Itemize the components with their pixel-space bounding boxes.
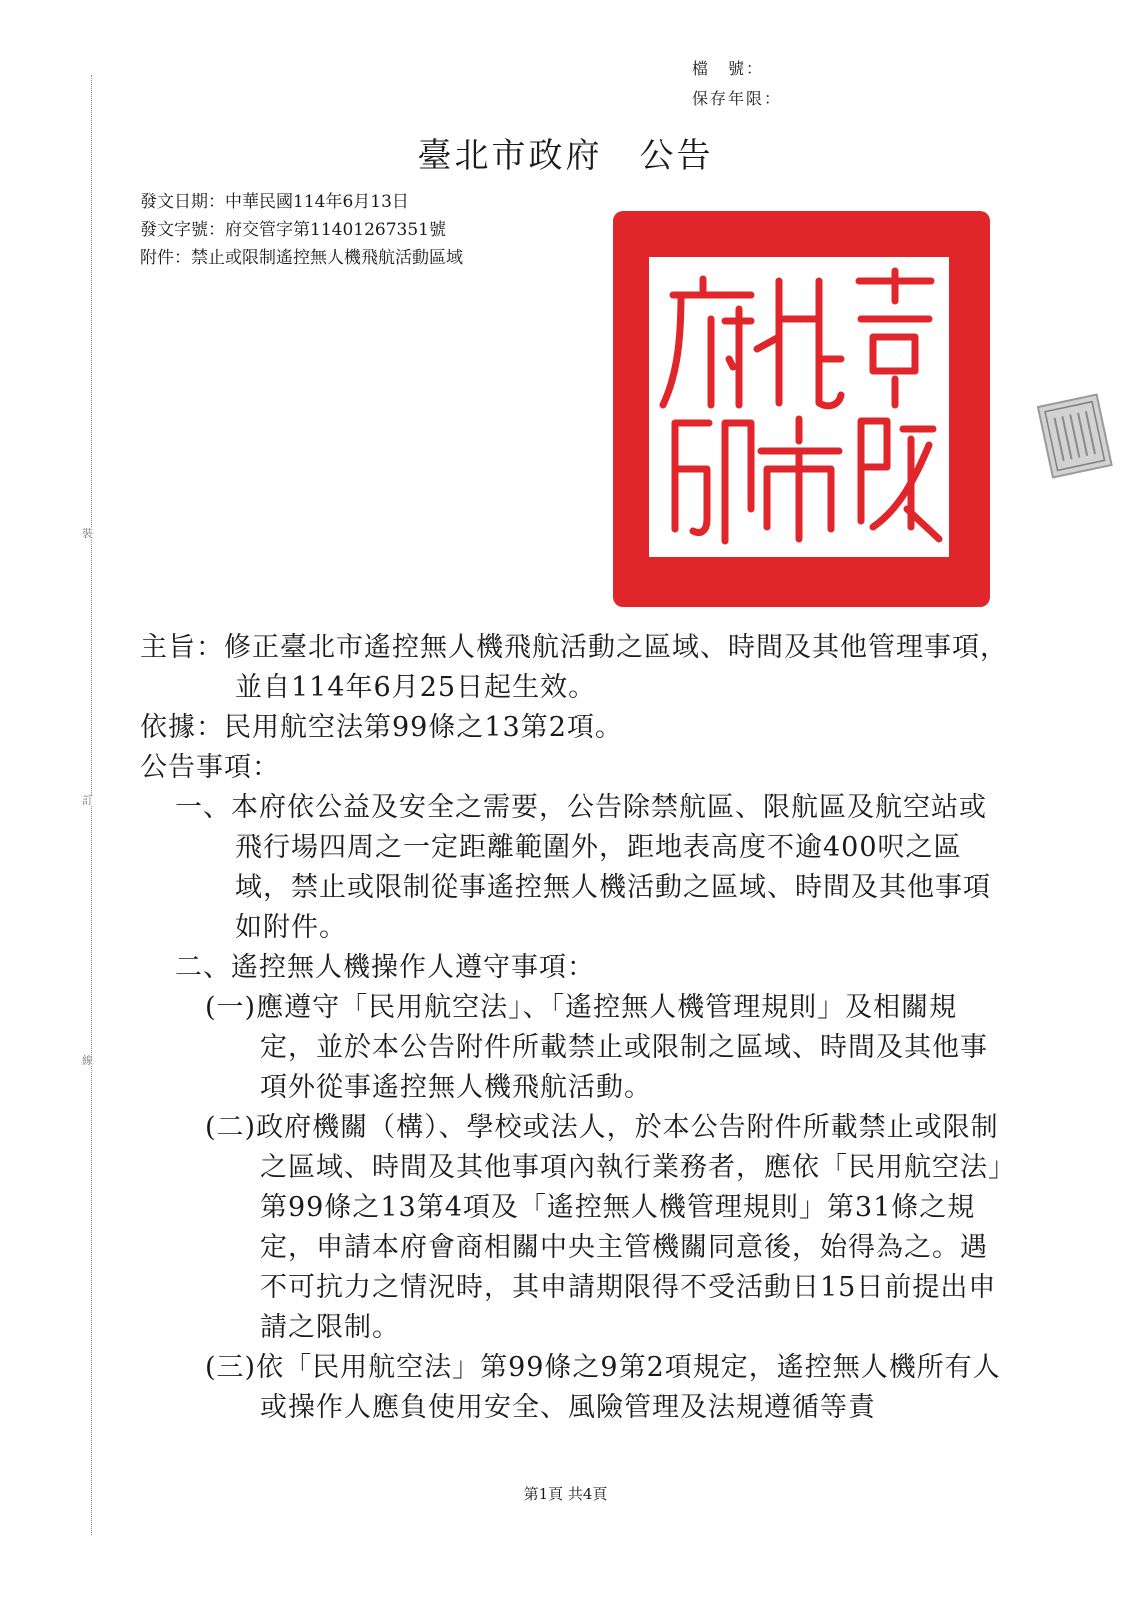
issue-date: 發文日期：中華民國114年6月13日 (140, 192, 409, 212)
item-2-3: (三)依「民用航空法」第99條之9第2項規定，遙控無人機所有人或操作人應負使用安全、風險管理及法規遵循等責 (205, 1352, 1001, 1423)
small-stamp (1035, 390, 1115, 485)
item-2-1: (一)應遵守「民用航空法」、「遙控無人機管理規則」及相關規定，並於本公告附件所載禁止或限制之區域、時間及其他事項外從事遙控無人機飛航活動。 (205, 992, 988, 1103)
reference-number: 發文字號：府交管字第11401267351號 (140, 220, 446, 240)
file-meta (692, 54, 782, 114)
item-1: 一、本府依公益及安全之需要，公告除禁航區、限航區及航空站或飛行場四周之一定距離範圍外，距地表高度不逾400呎之區域，禁止或限制從事遙控無人機活動之區域、時間及其他事項如附件。 (175, 792, 991, 943)
subject-paragraph: 主旨：修正臺北市遙控無人機飛航活動之區域、時間及其他管理事項，並自114年6月25日起生效。 (140, 632, 1008, 703)
file-number-label: 檔 號： (692, 59, 765, 78)
basis-paragraph: 依據：民用航空法第99條之13第2項。 (140, 712, 623, 743)
attachment-line: 附件：禁止或限制遙控無人機飛航活動區域 (140, 248, 463, 268)
binding-mark-zhuang: 裝 (82, 527, 93, 540)
announcement-heading: 公告事項： (140, 752, 280, 783)
binding-mark-ding: 訂 (82, 794, 93, 807)
announcement-body (140, 628, 1010, 1428)
document-title: 臺北市政府 公告 (417, 136, 714, 176)
official-seal (611, 209, 992, 609)
page-number: 第1頁 共4頁 (523, 1485, 608, 1503)
binding-mark-xian: 線 (82, 1054, 93, 1067)
retention-label: 保存年限： (692, 89, 783, 108)
item-2-heading: 二、遙控無人機操作人遵守事項： (175, 952, 595, 983)
item-2-2: (二)政府機關（構）、學校或法人，於本公告附件所載禁止或限制之區域、時間及其他事項內執行業務者，應依「民用航空法」第99條之13第4項及「遙控無人機管理規則」第31條之規定，申請本府會商相關中央主管機關同意後，始得為之。遇不可抗力之情況時，其申請期限得不受活動日15日前提出申請之限制。 (205, 1112, 1003, 1343)
header-info (140, 188, 463, 272)
